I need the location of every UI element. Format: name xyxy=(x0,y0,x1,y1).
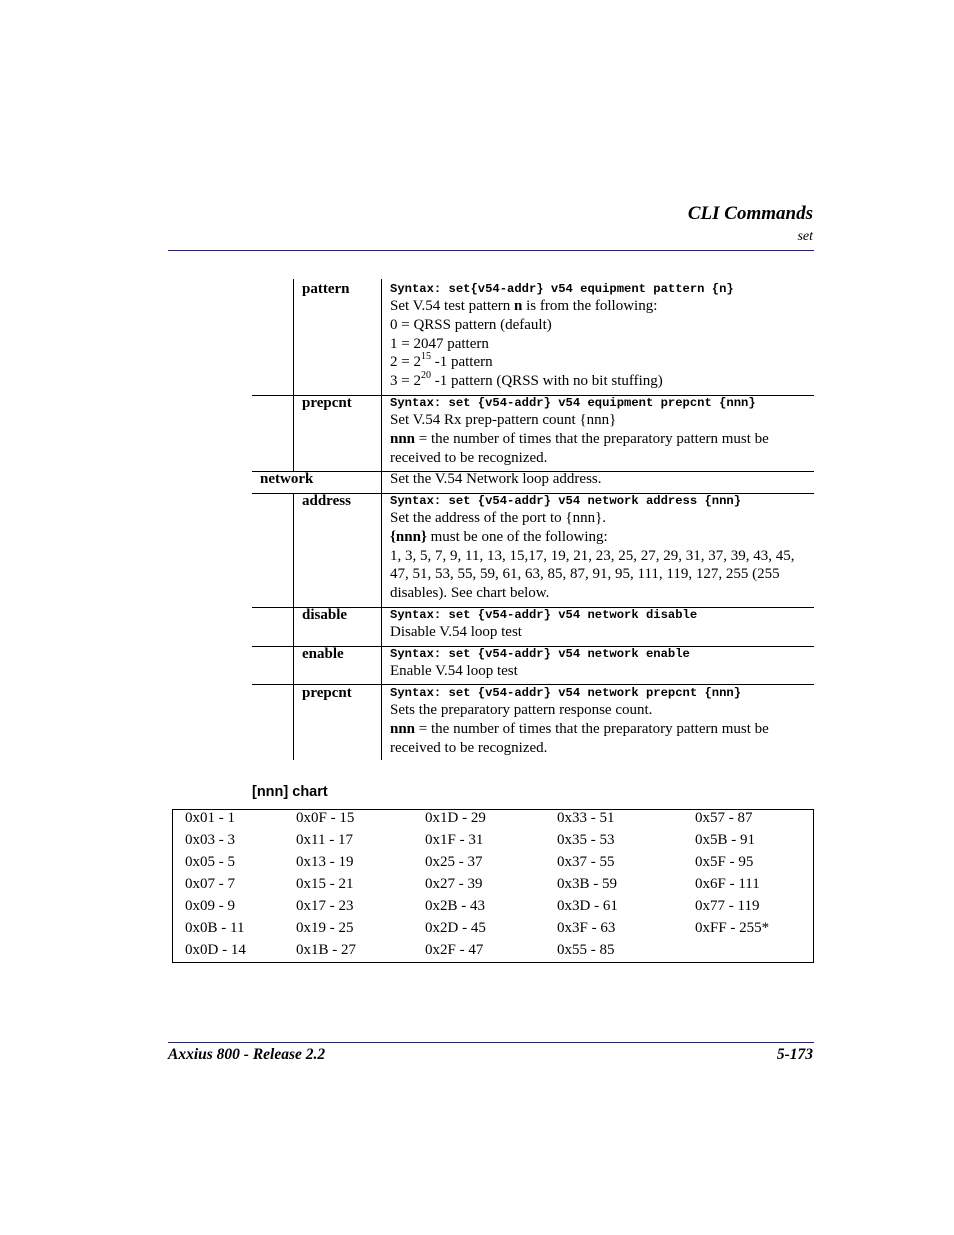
pattern-syntax: Syntax: set{v54-addr} v54 equipment pattern {n} xyxy=(390,282,734,296)
page-header-title: CLI Commands xyxy=(687,203,813,224)
address-description: Set the address of the port to {nnn}. {nnn} must be one of the following: 1, 3, 5, 7, 9, 11, 13, 15,17, 19, 21, 23, 25, 27, 29, 31, 37, 39, 43, 45, 47, 51, 53, 55, 59, 61, 63, 85, 87, 91, 95, 111, 119, 127, 255 (255 disables). See chart below. xyxy=(390,510,795,602)
chart-cell: 0x13 - 19 xyxy=(296,854,354,870)
param-network-label: network xyxy=(260,471,314,487)
param-enable-label: enable xyxy=(302,646,344,662)
page-header-subtitle: set xyxy=(797,229,813,244)
header-rule xyxy=(168,250,814,251)
chart-cell: 0xFF - 255* xyxy=(695,920,770,936)
chart-cell: 0x09 - 9 xyxy=(185,898,235,914)
col-divider-left-b xyxy=(293,493,294,760)
param-prepcnt-network-label: prepcnt xyxy=(302,685,352,701)
chart-cell: 0x17 - 23 xyxy=(296,898,354,914)
chart-cell: 0x5B - 91 xyxy=(695,832,755,848)
chart-cell: 0x11 - 17 xyxy=(296,832,353,848)
chart-cell: 0x05 - 5 xyxy=(185,854,235,870)
prepcnt-equipment-syntax: Syntax: set {v54-addr} v54 equipment prepcnt {nnn} xyxy=(390,396,756,410)
page-number: 5-173 xyxy=(776,1046,813,1063)
prepcnt-network-description: Sets the preparatory pattern response count. nnn = the number of times that the preparatory pattern must be received to be recognized. xyxy=(390,702,769,756)
chart-cell: 0x19 - 25 xyxy=(296,920,354,936)
col-divider-right xyxy=(381,279,382,760)
pattern-description: Set V.54 test pattern n is from the following: 0 = QRSS pattern (default) 1 = 2047 pattern $2 = 2^{15}$ -1 pattern $3 = 2^{20}$ -1 pattern (QRSS with no bit stuffing) xyxy=(390,298,663,390)
chart-cell: 0x5F - 95 xyxy=(695,854,754,870)
chart-cell: 0x2D - 45 xyxy=(425,920,486,936)
chart-cell: 0x1F - 31 xyxy=(425,832,484,848)
chart-cell: 0x3F - 63 xyxy=(557,920,616,936)
chart-cell: 0x01 - 1 xyxy=(185,810,235,826)
chart-cell: 0x0D - 14 xyxy=(185,942,246,958)
prepcnt-network-syntax: Syntax: set {v54-addr} v54 network prepcnt {nnn} xyxy=(390,686,742,700)
chart-cell: 0x2F - 47 xyxy=(425,942,484,958)
nnn-chart-table xyxy=(172,809,814,963)
nnn-chart-heading: [nnn] chart xyxy=(252,784,328,800)
chart-cell: 0x57 - 87 xyxy=(695,810,753,826)
param-pattern-label: pattern xyxy=(302,281,350,297)
chart-cell: 0x27 - 39 xyxy=(425,876,483,892)
chart-cell: 0x35 - 53 xyxy=(557,832,615,848)
enable-syntax: Syntax: set {v54-addr} v54 network enable xyxy=(390,647,690,661)
chart-cell: 0x33 - 51 xyxy=(557,810,615,826)
footer-rule xyxy=(168,1042,814,1043)
disable-syntax: Syntax: set {v54-addr} v54 network disable xyxy=(390,608,698,622)
disable-description: Disable V.54 loop test xyxy=(390,624,522,640)
enable-description: Enable V.54 loop test xyxy=(390,663,518,679)
network-description: Set the V.54 Network loop address. xyxy=(390,471,602,487)
chart-cell: 0x0B - 11 xyxy=(185,920,245,936)
col-divider-left-a xyxy=(293,279,294,471)
param-prepcnt-equipment-label: prepcnt xyxy=(302,395,352,411)
param-address-label: address xyxy=(302,493,351,509)
chart-cell: 0x3D - 61 xyxy=(557,898,618,914)
chart-cell: 0x1D - 29 xyxy=(425,810,486,826)
chart-cell: 0x2B - 43 xyxy=(425,898,485,914)
chart-cell: 0x25 - 37 xyxy=(425,854,483,870)
chart-cell: 0x77 - 119 xyxy=(695,898,760,914)
chart-cell: 0x3B - 59 xyxy=(557,876,617,892)
prepcnt-equipment-description: Set V.54 Rx prep-pattern count {nnn} nnn = the number of times that the preparatory pattern must be received to be recognized. xyxy=(390,412,769,466)
chart-cell: 0x07 - 7 xyxy=(185,876,235,892)
param-disable-label: disable xyxy=(302,607,348,623)
chart-cell: 0x03 - 3 xyxy=(185,832,235,848)
chart-cell: 0x15 - 21 xyxy=(296,876,354,892)
address-syntax: Syntax: set {v54-addr} v54 network address {nnn} xyxy=(390,494,742,508)
chart-cell: 0x37 - 55 xyxy=(557,854,615,870)
chart-cell: 0x1B - 27 xyxy=(296,942,356,958)
footer-product: Axxius 800 - Release 2.2 xyxy=(168,1046,326,1063)
chart-cell: 0x6F - 111 xyxy=(695,876,760,892)
chart-cell: 0x0F - 15 xyxy=(296,810,355,826)
chart-cell: 0x55 - 85 xyxy=(557,942,615,958)
